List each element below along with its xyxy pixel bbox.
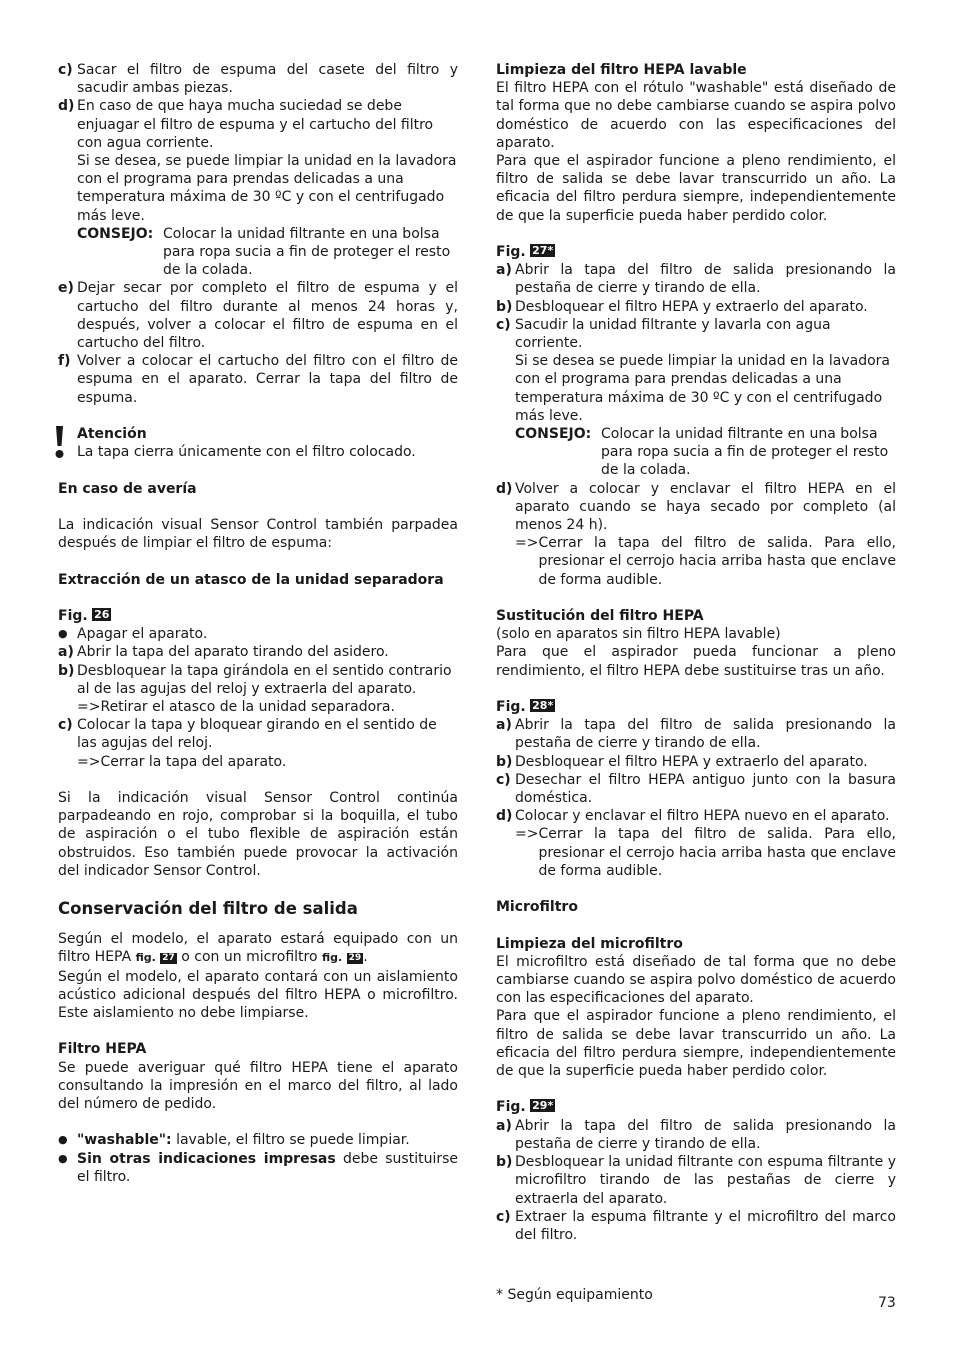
micro-text-2: Para que el aspirador funcione a pleno rendimiento, el filtro de salida se debe lavar transcurrido un año. La eficacia del filtro perdura siempre, independientemente de que la superficie pueda haber perdido color.	[496, 1008, 896, 1080]
list-item	[58, 625, 458, 643]
step-label: c)	[58, 717, 73, 734]
step-text: Desbloquear la unidad filtrante con espuma filtrante y microfiltro tirando de las pestañas de cierre y extraerla del aparato.	[515, 1154, 896, 1207]
fault-text: La indicación visual Sensor Control también parpadea después de limpiar el filtro de espuma:	[58, 517, 458, 552]
list-item	[58, 1150, 458, 1186]
step-text: Volver a colocar el cartucho del filtro con el filtro de espuma en el aparato. Cerrar la tapa del filtro de espuma.	[77, 353, 458, 406]
step-e	[58, 279, 458, 352]
figure-reference	[58, 607, 458, 625]
step-d	[496, 480, 896, 535]
step-b	[496, 753, 896, 771]
step-result	[496, 534, 896, 589]
list-item	[58, 1131, 458, 1149]
replace-heading: Sustitución del filtro HEPA	[496, 608, 704, 625]
footnote: * Según equipamiento	[496, 1287, 653, 1303]
wash-heading: Limpieza del filtro HEPA lavable	[496, 62, 747, 78]
step-text-part: Si se desea, se puede limpiar la unidad en la lavadora con el programa para prendas delicadas a una temperatura máxima de 30 ºC y con el centrifugado más leve.	[77, 153, 457, 224]
tip-text: Colocar la unidad filtrante en una bolsa para ropa sucia a fin de proteger el resto de la colada.	[601, 426, 889, 479]
step-label: d)	[58, 98, 75, 115]
step-c	[496, 771, 896, 807]
step-text-part: En caso de que haya mucha suciedad se debe enjuagar el filtro de espuma y el cartucho del filtro con agua corriente.	[77, 98, 434, 151]
fault-heading: En caso de avería	[58, 480, 197, 497]
tip-label: CONSEJO:	[77, 225, 154, 242]
step-label: a)	[496, 1117, 512, 1134]
jam-heading: Extracción de un atasco de la unidad separadora	[58, 571, 444, 588]
step-text: Colocar la tapa y bloquear girando en el sentido de las agujas del reloj.	[77, 717, 437, 752]
step-text: Abrir la tapa del filtro de salida presionando la pestaña de cierre y tirando de ella.	[515, 1117, 896, 1152]
step-label: b)	[58, 662, 75, 679]
step-b	[58, 662, 458, 698]
warning-text: La tapa cierra únicamente con el filtro colocado.	[77, 444, 416, 461]
step-label: a)	[496, 717, 512, 734]
fig-number-badge: 27*	[532, 244, 554, 258]
tip-label: CONSEJO:	[515, 426, 592, 443]
hepa-text: Se puede averiguar qué filtro HEPA tiene el aparato consultando la impresión en el marco del filtro, al lado del número de pedido.	[58, 1059, 458, 1113]
fig-number-badge: 29*	[532, 1099, 554, 1113]
step-a	[496, 261, 896, 297]
figure-reference	[496, 243, 896, 261]
list-item-bold: "washable":	[77, 1132, 172, 1149]
fig-label: Fig.	[496, 1099, 526, 1116]
list-item-text	[77, 1150, 458, 1186]
step-label: d)	[496, 808, 513, 825]
fig-number-badge: 26	[94, 608, 110, 622]
arrow-icon: =>	[515, 535, 539, 552]
warning-icon	[54, 426, 68, 462]
step-text-part: Sacudir la unidad filtrante y lavarla con agua corriente.	[515, 316, 831, 352]
fig-label: Fig.	[58, 608, 88, 625]
wash-text: El filtro HEPA con el rótulo "washable" está diseñado de tal forma que no debe cambiarse cuando se aspira polvo doméstico de acuerdo con las especificaciones del aparato.	[496, 80, 896, 151]
step-a	[58, 643, 458, 661]
step-result	[496, 825, 896, 880]
step-text: Extraer la espuma filtrante y el microfiltro del marco del filtro.	[515, 1208, 896, 1243]
step-label: a)	[58, 644, 74, 661]
result-text: Cerrar la tapa del filtro de salida. Para ello, presionar el cerrojo hacia arriba hasta que enclave de forma audible.	[538, 826, 896, 879]
list-item-text: Apagar el aparato.	[77, 626, 208, 643]
arrow-icon: =>	[515, 826, 539, 843]
step-text: Abrir la tapa del aparato tirando del asidero.	[77, 644, 389, 661]
list-item-rest: lavable, el filtro se puede limpiar.	[171, 1132, 410, 1149]
replace-text: Para que el aspirador pueda funcionar a pleno rendimiento, el filtro HEPA debe sustituirse tras un año.	[496, 644, 896, 679]
step-label: e)	[58, 280, 74, 297]
fig-number-badge: 29	[348, 953, 362, 964]
arrow-icon: =>	[77, 699, 101, 716]
step-text: Dejar secar por completo el filtro de espuma y el cartucho del filtro durante al menos 24 horas y, después, volver a colocar el filtro de espuma en el cartucho del filtro.	[77, 280, 458, 352]
wash-text-2: Para que el aspirador funcione a pleno rendimiento, el filtro de salida se debe lavar transcurrido un año. La eficacia del filtro perdura siempre, independientemente de que la superficie pueda haber perdido color.	[496, 153, 896, 224]
step-text: Desechar el filtro HEPA antiguo junto con la basura doméstica.	[515, 771, 896, 807]
step-label: a)	[496, 262, 512, 279]
right-column	[496, 61, 896, 1244]
step-a	[496, 716, 896, 752]
model-text-a: Según el modelo, el aparato estará equipado con un filtro HEPA	[58, 931, 458, 966]
step-text: Desbloquear el filtro HEPA y extraerlo del aparato.	[515, 298, 868, 315]
micro-text: El microfiltro está diseñado de tal forma que no debe cambiarse cuando se aspira polvo doméstico de acuerdo con las especificaciones del aparato.	[496, 953, 896, 1007]
arrow-icon: =>	[77, 753, 101, 770]
step-c	[496, 316, 896, 425]
step-text: Volver a colocar y enclavar el filtro HEPA en el aparato cuando se haya secado por completo (al menos 24 h).	[515, 480, 896, 534]
step-text	[77, 97, 458, 224]
list-item-bold: Sin otras indicaciones impresas	[77, 1150, 336, 1167]
step-c	[58, 716, 458, 752]
step-label: f)	[58, 353, 71, 370]
micro-clean-heading: Limpieza del microfiltro	[496, 935, 683, 952]
model-text-2: Según el modelo, el aparato contará con un aislamiento acústico adicional después del filtro HEPA o microfiltro. Este aislamiento no debe limpiarse.	[58, 968, 458, 1022]
step-result	[58, 753, 458, 771]
list-item-rest: debe sustituirse el filtro.	[77, 1150, 459, 1185]
fig-number-badge: 27	[162, 953, 175, 964]
step-a	[496, 1117, 896, 1153]
step-text: Sacar el filtro de espuma del casete del filtro y sacudir ambas piezas.	[77, 62, 458, 97]
fig-label: Fig.	[496, 699, 526, 716]
step-c	[58, 61, 458, 97]
fig-number-badge: 28*	[532, 699, 554, 713]
fig-label: fig.	[135, 951, 156, 965]
tip-block	[58, 225, 458, 280]
step-label: c)	[58, 62, 73, 78]
step-d	[58, 97, 458, 224]
result-text: Retirar el atasco de la unidad separadora.	[100, 699, 395, 716]
bullet-icon: ●	[58, 627, 68, 641]
step-text: Abrir la tapa del filtro de salida presionando la pestaña de cierre y tirando de ella.	[515, 717, 896, 752]
step-c	[496, 1208, 896, 1244]
hepa-heading: Filtro HEPA	[58, 1041, 147, 1058]
step-label: d)	[496, 480, 513, 497]
micro-heading: Microfiltro	[496, 899, 578, 916]
fig-label: Fig.	[496, 244, 526, 261]
step-text: Desbloquear la tapa girándola en el sentido contrario al de las agujas del reloj y extraerla del aparato.	[77, 662, 452, 697]
step-result	[58, 698, 458, 716]
step-text: Abrir la tapa del filtro de salida presionando la pestaña de cierre y tirando de ella.	[515, 262, 896, 297]
step-label: c)	[496, 1208, 511, 1225]
fig-label: fig.	[321, 951, 343, 965]
step-text: Colocar y enclavar el filtro HEPA nuevo en el aparato.	[515, 808, 890, 825]
result-text: Cerrar la tapa del filtro de salida. Para ello, presionar el cerrojo hacia arriba hasta que enclave de forma audible.	[538, 535, 896, 588]
list-item-text	[77, 1131, 458, 1149]
step-text	[515, 316, 896, 425]
step-text-part: Si se desea se puede limpiar la unidad en la lavadora con el programa para prendas delicadas a una temperatura máxima de 30 ºC y con el centrifugado más leve.	[515, 353, 891, 424]
figure-reference	[496, 1098, 896, 1116]
model-text-c: .	[363, 949, 368, 966]
model-text	[58, 930, 458, 967]
tip-text: Colocar la unidad filtrante en una bolsa para ropa sucia a fin de proteger el resto de la colada.	[163, 225, 451, 279]
bullet-icon: ●	[58, 1133, 68, 1147]
page-number: 73	[878, 1295, 896, 1311]
step-b	[496, 1153, 896, 1208]
step-label: b)	[496, 753, 513, 770]
tip-block	[496, 425, 896, 480]
step-f	[58, 352, 458, 407]
step-label: c)	[496, 771, 511, 788]
persist-text: Si la indicación visual Sensor Control continúa parpadeando en rojo, comprobar si la boquilla, el tubo de aspiración o el tubo flexible de aspiración están obstruidos. Eso también puede provocar la activación del indicador Sensor Control.	[58, 790, 458, 879]
warning-block	[58, 425, 458, 461]
left-column	[58, 61, 458, 1186]
step-text: Desbloquear el filtro HEPA y extraerlo del aparato.	[515, 753, 868, 770]
figure-reference	[496, 698, 896, 716]
model-text-b: o con un microfiltro	[181, 949, 318, 966]
step-label: b)	[496, 298, 513, 315]
section-title: Conservación del filtro de salida	[58, 899, 358, 919]
result-text: Cerrar la tapa del aparato.	[100, 753, 287, 770]
step-label: c)	[496, 316, 511, 333]
bullet-icon: ●	[58, 1151, 68, 1165]
warning-title: Atención	[77, 426, 147, 443]
replace-subtitle: (solo en aparatos sin filtro HEPA lavable)	[496, 626, 781, 643]
step-b	[496, 298, 896, 316]
step-d	[496, 807, 896, 825]
step-label: b)	[496, 1154, 513, 1171]
